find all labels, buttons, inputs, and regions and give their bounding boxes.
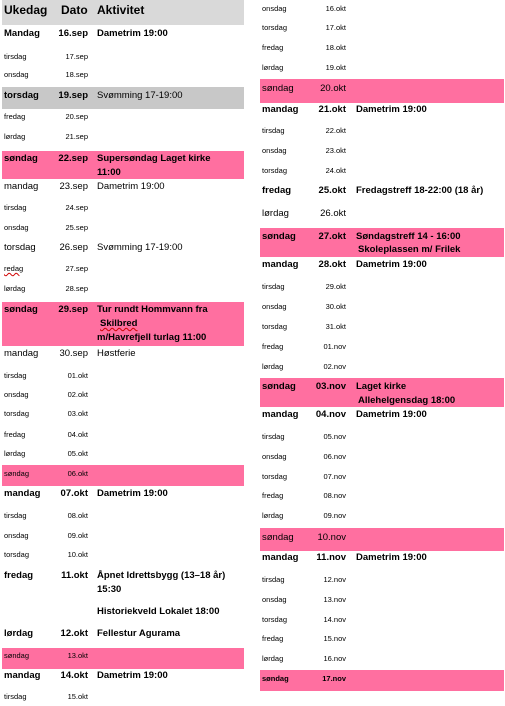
table-row bbox=[260, 633, 504, 653]
row-date: 20.sep bbox=[65, 112, 88, 121]
row-day: søndag bbox=[4, 153, 38, 164]
row-date: 21.sep bbox=[65, 132, 88, 141]
row-day: onsdag bbox=[4, 223, 29, 232]
table-row bbox=[2, 569, 244, 619]
row-date: 19.okt bbox=[325, 63, 346, 72]
row-date: 24.sep bbox=[65, 203, 88, 212]
table-row bbox=[2, 648, 244, 669]
table-row bbox=[260, 510, 504, 530]
row-activity: Søndagstreff 14 - 16:00 bbox=[356, 231, 461, 242]
table-row bbox=[260, 528, 504, 551]
row-activity: Dametrim 19:00 bbox=[356, 259, 427, 270]
row-date: 07.okt bbox=[60, 488, 88, 499]
row-activity: Dametrim 19:00 bbox=[97, 181, 165, 192]
row-day: tirsdag bbox=[4, 371, 27, 380]
row-day: lørdag bbox=[262, 511, 284, 520]
row-day: søndag bbox=[4, 651, 30, 660]
row-activity: Fellestur Agurama bbox=[97, 628, 181, 639]
row-day: tirsdag bbox=[262, 282, 285, 291]
row-day: lørdag bbox=[262, 654, 284, 663]
row-activity-line2: Allehelgensdag 18:00 bbox=[358, 395, 456, 406]
row-activity: Dametrim 19:00 bbox=[356, 552, 427, 563]
row-date: 20.okt bbox=[320, 83, 346, 94]
table-row bbox=[2, 202, 244, 222]
row-date: 03.nov bbox=[315, 381, 346, 392]
row-day: søndag bbox=[4, 304, 38, 315]
table-row bbox=[2, 242, 244, 262]
row-day: tirsdag bbox=[4, 52, 27, 61]
row-day: tirsdag bbox=[4, 511, 27, 520]
row-date: 27.sep bbox=[65, 264, 88, 273]
header-date: Dato bbox=[61, 3, 88, 17]
row-day: onsdag bbox=[4, 531, 29, 540]
table-row bbox=[260, 408, 504, 428]
table-row bbox=[2, 222, 244, 242]
row-day: mandag bbox=[4, 670, 41, 681]
table-row bbox=[2, 429, 244, 449]
row-day: søndag bbox=[262, 83, 294, 94]
row-date: 14.okt bbox=[60, 670, 88, 681]
row-activity: Åpnet Idrettsbygg (13–18 år) bbox=[97, 570, 226, 581]
table-row bbox=[2, 27, 244, 47]
row-day: lørdag bbox=[4, 284, 26, 293]
row-day: mandag bbox=[4, 348, 39, 359]
table-row bbox=[2, 131, 244, 151]
table-row bbox=[260, 471, 504, 491]
table-row bbox=[260, 207, 504, 227]
row-day: onsdag bbox=[262, 595, 287, 604]
table-row bbox=[2, 302, 244, 346]
row-date: 19.sep bbox=[58, 90, 88, 101]
row-day: fredag bbox=[4, 570, 34, 581]
row-day: torsdag bbox=[262, 23, 288, 32]
row-date: 18.sep bbox=[65, 70, 88, 79]
table-row bbox=[260, 125, 504, 145]
row-day: mandag bbox=[262, 104, 299, 115]
row-date: 12.nov bbox=[323, 575, 346, 584]
row-date: 02.nov bbox=[323, 362, 346, 371]
row-activity-line3: m/Havrefjell turlag 11:00 bbox=[97, 332, 207, 343]
row-day: søndag bbox=[262, 231, 296, 242]
row-activity-line3: Historiekveld Lokalet 18:00 bbox=[97, 606, 220, 617]
row-day: lørdag bbox=[4, 132, 26, 141]
row-day: mandag bbox=[4, 181, 39, 192]
row-date: 09.nov bbox=[323, 511, 346, 520]
table-row bbox=[2, 549, 244, 569]
table-row bbox=[260, 431, 504, 451]
row-activity: Dametrim 19:00 bbox=[356, 104, 427, 115]
table-row bbox=[260, 614, 504, 634]
table-row bbox=[260, 79, 504, 103]
row-day: lørdag bbox=[4, 449, 26, 458]
row-day: tirsdag bbox=[4, 692, 27, 701]
row-day: lørdag bbox=[262, 63, 284, 72]
row-day: torsdag bbox=[4, 90, 39, 101]
table-row bbox=[2, 691, 244, 706]
row-date: 30.okt bbox=[325, 302, 346, 311]
table-row bbox=[2, 465, 244, 486]
table-row bbox=[2, 347, 244, 367]
row-date: 06.okt bbox=[67, 469, 88, 478]
row-date: 06.nov bbox=[323, 452, 346, 461]
table-row bbox=[2, 627, 244, 647]
row-day: fredag bbox=[262, 185, 292, 196]
row-date: 10.okt bbox=[67, 550, 88, 559]
row-date: 11.okt bbox=[61, 570, 88, 581]
table-row bbox=[260, 341, 504, 361]
row-date: 22.sep bbox=[58, 153, 88, 164]
table-row bbox=[260, 228, 504, 257]
row-date: 11.nov bbox=[316, 552, 346, 563]
row-day: mandag bbox=[262, 552, 299, 563]
table-row bbox=[260, 281, 504, 301]
row-day: søndag bbox=[262, 381, 296, 392]
row-activity: Dametrim 19:00 bbox=[97, 28, 168, 39]
row-day: fredag bbox=[262, 491, 284, 500]
row-activity: Supersøndag Laget kirke bbox=[97, 153, 211, 164]
row-day: redag bbox=[4, 264, 24, 273]
row-date: 28.sep bbox=[65, 284, 88, 293]
row-date: 01.okt bbox=[67, 371, 88, 380]
table-row bbox=[260, 258, 504, 278]
row-day: lørdag bbox=[262, 208, 289, 219]
row-day: søndag bbox=[262, 674, 289, 683]
row-day: onsdag bbox=[4, 70, 29, 79]
table-row bbox=[260, 670, 504, 691]
row-date: 23.okt bbox=[325, 146, 346, 155]
row-date: 02.okt bbox=[67, 390, 88, 399]
row-day: onsdag bbox=[262, 146, 287, 155]
row-day: mandag bbox=[262, 259, 299, 270]
row-activity-line2: Skoleplassen m/ Frilek bbox=[358, 244, 461, 255]
table-row bbox=[2, 670, 244, 690]
table-row bbox=[2, 263, 244, 283]
row-date: 30.sep bbox=[59, 348, 88, 359]
row-date: 08.nov bbox=[323, 491, 346, 500]
table-row bbox=[2, 111, 244, 131]
row-date: 13.okt bbox=[67, 651, 88, 660]
table-row bbox=[2, 283, 244, 303]
row-day: torsdag bbox=[4, 409, 30, 418]
row-date: 16.okt bbox=[325, 4, 346, 13]
row-date: 16.sep bbox=[58, 28, 88, 39]
header-activity: Aktivitet bbox=[97, 3, 145, 17]
row-day: torsdag bbox=[262, 322, 288, 331]
row-day: tirsdag bbox=[262, 126, 285, 135]
row-day: fredag bbox=[262, 43, 284, 52]
row-date: 29.okt bbox=[325, 282, 346, 291]
table-row bbox=[260, 3, 504, 21]
row-date: 21.okt bbox=[318, 104, 346, 115]
row-activity-line2: 15:30 bbox=[97, 584, 122, 595]
row-day: onsdag bbox=[262, 302, 287, 311]
table-row bbox=[260, 22, 504, 40]
row-activity: Dametrim 19:00 bbox=[356, 409, 427, 420]
table-row bbox=[2, 87, 244, 109]
row-day: torsdag bbox=[4, 242, 36, 253]
row-date: 13.nov bbox=[323, 595, 346, 604]
row-day: torsdag bbox=[262, 166, 288, 175]
row-activity: Svømming 17-19:00 bbox=[97, 90, 183, 101]
row-activity: Dametrim 19:00 bbox=[97, 488, 168, 499]
row-date: 09.okt bbox=[67, 531, 88, 540]
row-day: fredag bbox=[262, 342, 284, 351]
table-header bbox=[2, 0, 244, 25]
row-date: 10.nov bbox=[317, 532, 346, 543]
row-day: tirsdag bbox=[262, 575, 285, 584]
row-activity: Laget kirke bbox=[356, 381, 407, 392]
table-row bbox=[260, 62, 504, 80]
table-row bbox=[2, 389, 244, 409]
row-date: 26.okt bbox=[320, 208, 346, 219]
row-day: mandag bbox=[4, 488, 41, 499]
row-date: 12.okt bbox=[60, 628, 88, 639]
row-date: 17.sep bbox=[65, 52, 88, 61]
table-row bbox=[260, 594, 504, 614]
table-row bbox=[260, 42, 504, 60]
table-row bbox=[260, 451, 504, 471]
table-row bbox=[260, 490, 504, 510]
row-date: 07.nov bbox=[323, 472, 346, 481]
row-date: 18.okt bbox=[325, 43, 346, 52]
table-row bbox=[2, 488, 244, 508]
row-date: 01.nov bbox=[323, 342, 346, 351]
row-day: onsdag bbox=[4, 390, 29, 399]
row-date: 14.nov bbox=[323, 615, 346, 624]
row-date: 31.okt bbox=[325, 322, 346, 331]
row-day: lørdag bbox=[262, 362, 284, 371]
row-date: 28.okt bbox=[318, 259, 346, 270]
row-date: 15.okt bbox=[67, 692, 88, 701]
row-day: fredag bbox=[4, 430, 26, 439]
row-day: fredag bbox=[4, 112, 26, 121]
row-day: mandag bbox=[262, 409, 299, 420]
row-date: 25.okt bbox=[318, 185, 346, 196]
table-row bbox=[260, 184, 504, 204]
row-date: 27.okt bbox=[318, 231, 346, 242]
row-day: Mandag bbox=[4, 28, 40, 39]
table-row bbox=[260, 321, 504, 341]
row-day: tirsdag bbox=[4, 203, 27, 212]
row-activity: Svømming 17-19:00 bbox=[97, 242, 183, 253]
row-day: tirsdag bbox=[262, 432, 285, 441]
row-activity: Dametrim 19:00 bbox=[97, 670, 168, 681]
row-date: 08.okt bbox=[67, 511, 88, 520]
row-date: 17.okt bbox=[325, 23, 346, 32]
row-day: fredag bbox=[262, 634, 284, 643]
row-day: torsdag bbox=[4, 550, 30, 559]
row-activity: Tur rundt Hommvann fra bbox=[97, 304, 208, 315]
row-day: torsdag bbox=[262, 615, 288, 624]
row-activity: Fredagstreff 18-22:00 (18 år) bbox=[356, 185, 484, 196]
row-date: 16.nov bbox=[323, 654, 346, 663]
row-date: 22.okt bbox=[325, 126, 346, 135]
row-date: 05.okt bbox=[67, 449, 88, 458]
table-row bbox=[2, 510, 244, 530]
row-date: 23.sep bbox=[59, 181, 88, 192]
table-row bbox=[260, 103, 504, 123]
table-row bbox=[2, 49, 244, 69]
table-row bbox=[2, 408, 244, 428]
table-row bbox=[2, 68, 244, 88]
row-day: søndag bbox=[4, 469, 30, 478]
table-row bbox=[260, 551, 504, 571]
table-row bbox=[2, 370, 244, 390]
row-date: 04.nov bbox=[315, 409, 346, 420]
table-row bbox=[260, 145, 504, 165]
row-date: 17.nov bbox=[322, 674, 346, 683]
row-activity: Høstferie bbox=[97, 348, 136, 359]
row-date: 29.sep bbox=[58, 304, 88, 315]
table-row bbox=[260, 165, 504, 185]
row-date: 25.sep bbox=[65, 223, 88, 232]
row-date: 04.okt bbox=[67, 430, 88, 439]
table-row bbox=[2, 151, 244, 179]
row-date: 24.okt bbox=[325, 166, 346, 175]
table-row bbox=[260, 574, 504, 594]
row-day: onsdag bbox=[262, 4, 287, 13]
table-row bbox=[2, 530, 244, 550]
row-date: 03.okt bbox=[67, 409, 88, 418]
header-weekday: Ukedag bbox=[4, 3, 48, 17]
row-date: 05.nov bbox=[323, 432, 346, 441]
row-day: søndag bbox=[262, 532, 294, 543]
row-day: lørdag bbox=[4, 628, 34, 639]
row-date: 15.nov bbox=[323, 634, 346, 643]
row-activity-line2: 11:00 bbox=[97, 167, 121, 178]
table-row bbox=[260, 301, 504, 321]
row-day: onsdag bbox=[262, 452, 287, 461]
table-row bbox=[260, 378, 504, 407]
row-day: torsdag bbox=[262, 472, 288, 481]
table-row bbox=[2, 180, 244, 200]
row-date: 26.sep bbox=[59, 242, 88, 253]
row-activity-line2: Skilbred bbox=[100, 318, 138, 329]
